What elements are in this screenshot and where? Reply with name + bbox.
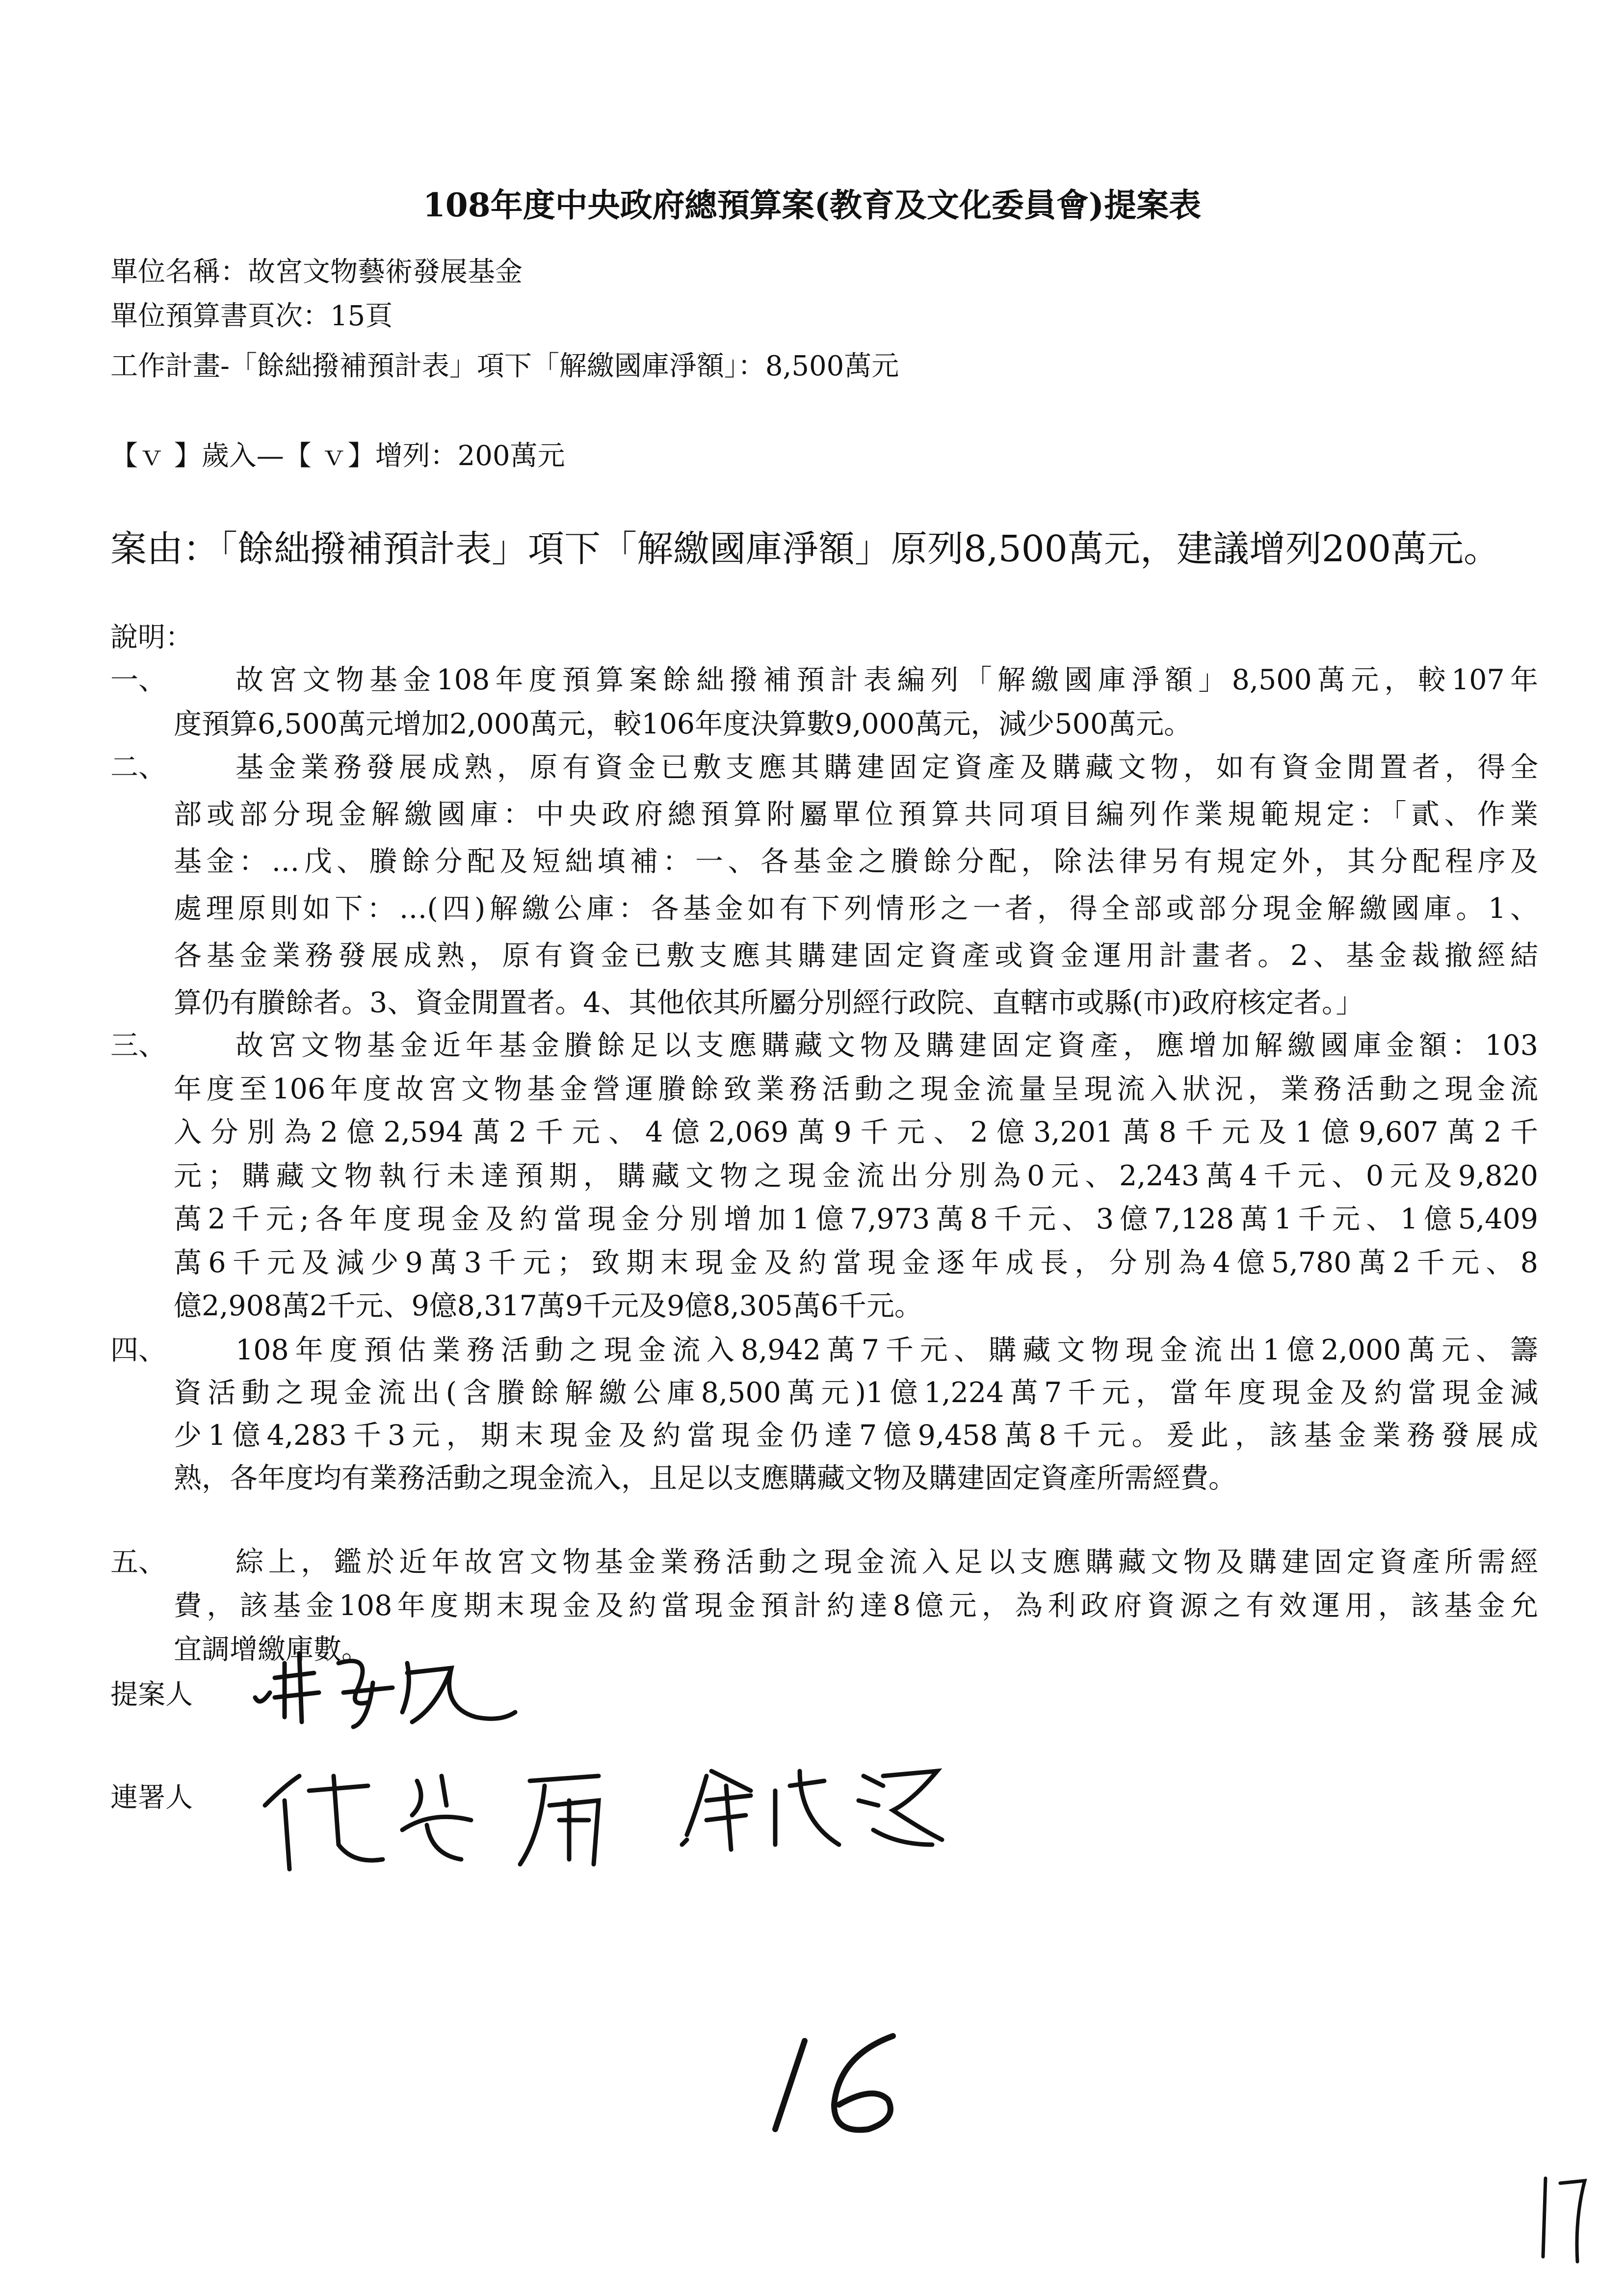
item-line: 處理原則如下：…(四)解繳公庫：各基金如有下列情形之一者，得全部或部分現金解繳國庫。1、 bbox=[174, 892, 1538, 925]
item-marker: 一、 bbox=[110, 664, 166, 696]
explanation-item bbox=[110, 657, 1538, 746]
item-line: 各基金業務發展成熟，原有資金已敷支應其購建固定資產或資金運用計畫者。2、基金裁撤經結 bbox=[174, 939, 1538, 972]
cosigner-signature-1 bbox=[255, 1747, 687, 1874]
item-line: 熟，各年度均有業務活動之現金流入，且足以支應購藏文物及購建固定資產所需經費。 bbox=[174, 1462, 1236, 1494]
item-marker: 二、 bbox=[110, 751, 166, 783]
item-line: 部或部分現金解繳國庫：中央政府總預算附屬單位預算共同項目編列作業規範規定：「貳、作業 bbox=[174, 798, 1538, 831]
action-line: 【ｖ 】歲入—【 ｖ】增列：200萬元 bbox=[110, 440, 565, 472]
handwritten-page-number-17 bbox=[1531, 2168, 1595, 2267]
item-line: 宜調增繳庫數。 bbox=[174, 1633, 369, 1666]
cosigner-label: 連署人 bbox=[110, 1782, 193, 1814]
item-marker: 五、 bbox=[110, 1546, 166, 1578]
item-line: 元；購藏文物執行未達預期，購藏文物之現金流出分別為0元、2,243萬4千元、0元及9,820 bbox=[174, 1159, 1538, 1192]
item-line: 故宮文物基金近年基金賸餘足以支應購藏文物及購建固定資產，應增加解繳國庫金額：103 bbox=[236, 1029, 1538, 1062]
item-line: 綜上，鑑於近年故宮文物基金業務活動之現金流入足以支應購藏文物及購建固定資產所需經 bbox=[236, 1546, 1538, 1578]
item-line: 算仍有賸餘者。3、資金閒置者。4、其他依其所屬分別經行政院、直轄市或縣(市)政府核定者。」 bbox=[174, 987, 1364, 1019]
item-line: 費，該基金108年度期末現金及約當現金預計約達8億元，為利政府資源之有效運用，該基金允 bbox=[174, 1590, 1538, 1622]
item-line: 億2,908萬2千元、9億8,317萬9千元及9億8,305萬6千元。 bbox=[174, 1290, 922, 1322]
document-title: 108年度中央政府總預算案(教育及文化委員會)提案表 bbox=[422, 186, 1202, 224]
item-line: 基金業務發展成熟，原有資金已敷支應其購建固定資產及購藏文物，如有資金閒置者，得全 bbox=[236, 751, 1538, 783]
item-line: 萬2千元;各年度現金及約當現金分別增加1億7,973萬8千元、3億7,128萬1千元、1億5,409 bbox=[174, 1203, 1538, 1235]
item-marker: 四、 bbox=[110, 1334, 166, 1366]
item-line: 資活動之現金流出(含賸餘解繳公庫8,500萬元)1億1,224萬7千元，當年度現金及約當現金減 bbox=[174, 1377, 1538, 1409]
explanation-item bbox=[110, 1023, 1538, 1327]
explanation-label: 說明： bbox=[110, 622, 193, 653]
item-line: 萬6千元及減少9萬3千元；致期末現金及約當現金逐年成長，分別為4億5,780萬2千元、8 bbox=[174, 1246, 1538, 1279]
item-line: 年度至106年度故宮文物基金營運賸餘致業務活動之現金流量呈現流入狀況，業務活動之現金流 bbox=[174, 1072, 1538, 1105]
handwritten-page-number-16 bbox=[765, 2026, 922, 2144]
unit-name: 單位名稱：故宮文物藝術發展基金 bbox=[110, 256, 523, 288]
item-line: 入分別為2億2,594萬2千元、4億2,069萬9千元、2億3,201萬8千元及1億9,607萬2千 bbox=[174, 1116, 1538, 1148]
proposer-label: 提案人 bbox=[110, 1679, 193, 1711]
item-line: 故宮文物基金108年度預算案餘絀撥補預計表編列「解繳國庫淨額」8,500萬元，較107年 bbox=[236, 664, 1538, 696]
proposal-reason: 案由：「餘絀撥補預計表」項下「解繳國庫淨額」原列8,500萬元，建議增列200萬元。 bbox=[110, 528, 1500, 570]
cosigner-signature-2 bbox=[677, 1747, 952, 1854]
item-marker: 三、 bbox=[110, 1029, 166, 1062]
explanation-item bbox=[110, 745, 1538, 1027]
item-line: 少1億4,283千3元，期末現金及約當現金仍達7億9,458萬8千元。爰此，該基金業務發展成 bbox=[174, 1419, 1538, 1452]
explanation-item bbox=[110, 1328, 1538, 1498]
proposer-signature bbox=[245, 1634, 520, 1732]
item-line: 基金：…戊、賸餘分配及短絀填補：一、各基金之賸餘分配，除法律另有規定外，其分配程序及 bbox=[174, 845, 1538, 878]
item-line: 108年度預估業務活動之現金流入8,942萬7千元、購藏文物現金流出1億2,000萬元、籌 bbox=[236, 1334, 1538, 1366]
item-line: 度預算6,500萬元增加2,000萬元，較106年度決算數9,000萬元，減少500萬元。 bbox=[174, 708, 1192, 740]
work-plan: 工作計畫-「餘絀撥補預計表」項下「解繳國庫淨額」：8,500萬元 bbox=[110, 350, 899, 382]
budget-page: 單位預算書頁次：15頁 bbox=[110, 300, 393, 332]
